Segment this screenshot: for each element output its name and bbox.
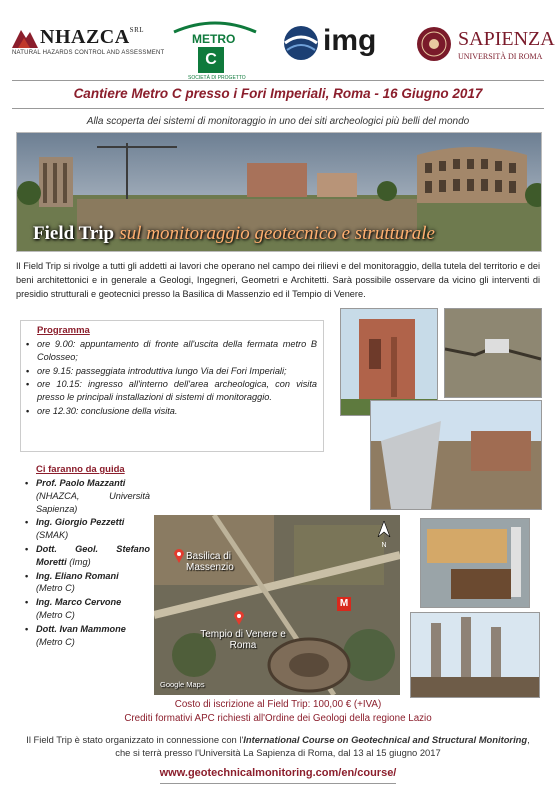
sapienza-tagline: UNIVERSITÀ DI ROMA: [458, 52, 543, 61]
guide-box: [20, 460, 156, 668]
photo-columns: [410, 612, 540, 698]
footer-url-link[interactable]: www.geotechnicalmonitoring.com/en/course/: [159, 767, 397, 779]
map-label-tempio: Tempio di Venere e Roma: [200, 629, 286, 651]
photo-prism-monitoring: [370, 400, 542, 510]
programma-item: • ore 9.00: appuntamento di fronte all'uscita della fermata metro B Colosseo;: [37, 338, 317, 364]
footer-cost: Costo di iscrizione al Field Trip: 100,00 € (+IVA): [174, 699, 382, 710]
nhazca-wordmark: $NHAZCA^{SRL}$: [40, 26, 145, 48]
metro-tagline: SOCIETÀ DI PROGETTO: [188, 75, 246, 81]
programma-item: • ore 10.15: ingresso all'interno dell'area archeologica, con visita presso le principali installazioni di sistemi di monitoraggio.: [37, 378, 317, 404]
programma-item: • ore 9.15: passeggiata introduttiva lungo Via dei Fori Imperiali;: [37, 365, 317, 378]
photo-crack-sensor: [444, 308, 542, 398]
nhazca-mountain-icon: [12, 26, 38, 48]
map-label-basilica: Basilica di Massenzio: [186, 551, 234, 573]
metro-station-marker: M: [337, 597, 351, 611]
guide-heading: Ci faranno da guida: [36, 464, 125, 475]
programma-item: • ore 12.30: conclusione della visita.: [37, 405, 317, 418]
guide-item: • Prof. Paolo Mazzanti (NHAZCA, Università Sapienza): [36, 477, 150, 515]
programma-heading: Programma: [37, 325, 90, 336]
nhazca-logo: [12, 26, 165, 64]
page-subtitle: Alla scoperta dei sistemi di monitoraggio in uno dei siti archeologici più belli del mondo: [86, 116, 470, 127]
programma-box: [20, 320, 324, 452]
guide-item: • Ing. Eliano Romani (Metro C): [36, 570, 150, 596]
tempio-pin-icon: [234, 611, 244, 625]
metro-c-letter: C: [198, 47, 224, 73]
guide-list: [20, 477, 156, 648]
guide-item: • Ing. Marco Cervone (Metro C): [36, 596, 150, 622]
map-credit: Google Maps: [160, 680, 205, 689]
guide-item: • Dott. Geol. Stefano Moretti (Img): [36, 543, 150, 569]
img-logo: [283, 24, 403, 64]
img-globe-icon: [283, 25, 319, 61]
page-title: Cantiere Metro C presso i Fori Imperiali, Roma - 16 Giugno 2017: [73, 86, 483, 101]
header-divider-bottom: [12, 108, 544, 109]
satellite-map: [154, 515, 400, 695]
intro-paragraph: Il Field Trip si rivolge a tutti gli addetti ai lavori che operano nel campo dei rilievi e del monitoraggio, della tutela del territorio e dei beni architettonici e in generale a Geologi, Ingegneri, Geometri e Architetti. Sarà possibile osservare da vicino gli interventi di presidio strutturali e geotecnici presso la Basilica di Massenzio ed il Tempio di Venere.: [16, 261, 540, 299]
footer-credits: Crediti formativi APC richiesti all'Ordine dei Geologi della regione Lazio: [124, 713, 432, 724]
guide-item: • Dott. Ivan Mammone (Metro C): [36, 623, 150, 649]
nhazca-tagline: NATURAL HAZARDS CONTROL AND ASSESSMENT: [12, 50, 165, 56]
sapienza-seal-icon: [416, 24, 452, 64]
satellite-map-image: [154, 515, 400, 695]
guide-item: • Ing. Giorgio Pezzetti (SMAK): [36, 516, 150, 542]
metro-c-logo: [170, 20, 260, 81]
header-divider-top: [12, 80, 544, 81]
footer-divider: [160, 783, 396, 784]
sapienza-wordmark: SAPIENZA: [458, 28, 555, 50]
programma-list: [21, 338, 323, 418]
banner-title: Field Trip sul monitoraggio geotecnico e strutturale: [33, 223, 435, 244]
sapienza-logo: [416, 22, 555, 68]
img-wordmark: img: [323, 24, 377, 57]
basilica-pin-icon: [174, 549, 184, 563]
north-arrow-icon: N: [376, 521, 392, 547]
banner-image: [16, 132, 542, 252]
metro-wordmark: METRO: [192, 32, 236, 46]
photo-instrument-box: [420, 518, 530, 608]
footer-note: Il Field Trip è stato organizzato in connessione con l'International Course on Geotechnical and Structural Monitoring, che si terrà presso l'Università La Sapienza di Roma, dal 13 al 15 giugno 2017: [26, 734, 530, 758]
